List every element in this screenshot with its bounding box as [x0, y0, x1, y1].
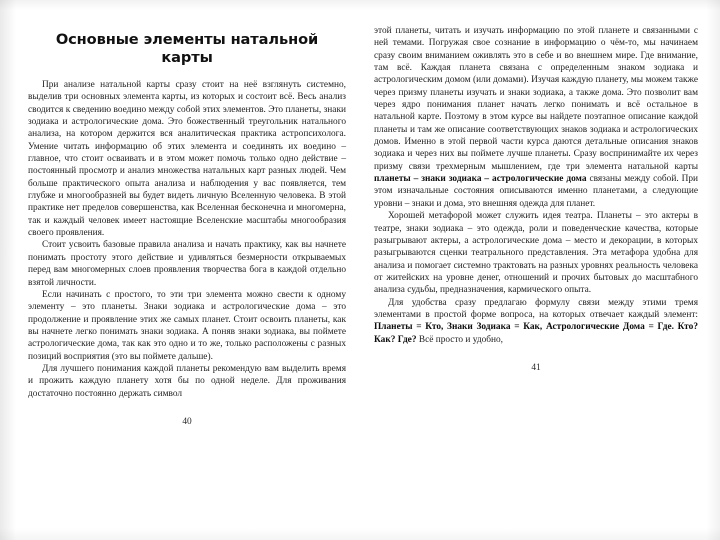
text-run: При анализе натальной карты сразу стоит на неё взглянуть системно, выделив три основных элемента карты, из которых и состоит всё. Весь анализ сводится к сведению воедино между собой этих элементов. Это планеты, знаки зодиака и астрологические дома. Это божественный треугольник натального анализа, на котором держится вся аналитическая практика астропсихолога. Умение читать информацию об этих элемента и соединять их воедино – главное, что стоит осваивать и в этом может помочь только одно действие – постоянный просмотр и анализ множества натальных карт разных людей. Чем больше практического опыта анализа и наблюдения у вас появляется, тем глубже и многообразней вы будет видеть личную Вселенную человека. В этой практике нет пределов совершенства, как Вселенная бесконечна и многомерна, так и каждый человек имеет настоящие Вселенские масштабы многообразия своего проявления. — [28, 80, 346, 239]
chapter-title: Основные элементы натальной карты — [55, 31, 319, 66]
left-page-body — [28, 79, 346, 400]
paragraph — [374, 210, 698, 296]
text-run: Если начинать с простого, то эти три элемента можно свести к одному элементу – это планеты. Знаки зодиака и астрологические дома – это продолжение и проявление этих же самых планет. Стоит освоить планеты, как вы начнете легко понимать знаки зодиака. А поняв знаки зодиака, вы поймете астрологические дома, так как это одно и то же, только расположены с разных позиций восприятия (это вы поймете дальше). — [28, 289, 346, 362]
paragraph — [28, 289, 346, 363]
paragraph — [28, 79, 346, 239]
text-run: Для лучшего понимания каждой планеты рекомендую вам выделить время и прожить каждую планету хотя бы по одной неделе. Для проживания достаточно постоянно держать символ — [28, 363, 346, 399]
text-run: этой планеты, читать и изучать информацию по этой планете и связанными с ней темами. Погружая свое сознание в информацию о чём-то, мы начинаем сразу своим вниманием оживлять это в себе и во внешнем мире. Где внимание, там всё. Каждая планета связана с определенным знаком зодиака и астрологическим домом (или домами). Изучая каждую планету, мы можем также через призму планеты изучать и знаки зодиака, а также дома. Это позволит вам через ядро понимания планет начать легко понимать и всё остальное в натальной карте. Поэтому в этом курсе вы найдете поэтапное описание каждой планеты и там же описание соответствующих знаков зодиака и астрологических домов. Именно в этой первой части курса даются детальные описания знаков зодиака и через них вы поймете лучше планеты. Сразу воспринимайте их через призму связи трехмерным мышлением, где три элемента натальной карты — [374, 26, 698, 172]
text-run: Для удобства сразу предлагаю формулу связи между этими тремя элементами в простой форме вопроса, на которых отвечает каждый элемент: — [374, 297, 698, 320]
page-number-right: 41 — [531, 362, 541, 373]
right-page — [360, 0, 720, 540]
text-run: связаны между собой. При этом изначальные состояния описываются именно планетами, а следующие уровни – знаки и дома, это внешняя одежда для планет. — [374, 174, 698, 209]
text-run: Стоит усвоить базовые правила анализа и начать практику, как вы начнете понимать простоту этого действие и удивляться безмерности открываемых перед вам многомерных слоев проявления творчества бога в каждой отдельно взятой личности. — [28, 240, 346, 288]
bold-text-run: планеты – знаки зодиака – астрологические дома — [374, 174, 587, 185]
paragraph — [28, 363, 346, 400]
bold-text-run: Планеты = Кто, Знаки Зодиака = Как, Астрологические Дома = Где. Кто? Как? Где? — [374, 322, 698, 345]
page-number-left: 40 — [182, 416, 192, 427]
paragraph — [28, 239, 346, 288]
right-page-body — [374, 25, 698, 346]
paragraph — [374, 297, 698, 346]
text-run: Хорошей метафорой может служить идея театра. Планеты – это актеры в театре, знаки зодиака – это одежда, роли и поведенческие качества, которые разыгрывают актеры, а астрологические дома – место и декорации, в которых разыгрываются сценки театрального представления. Эта метафора удобна для анализа и помогает системно трактовать на разных уровнях реальность человека от житейских на уровне денег, отношений и прочих бытовых до масштабного анализа судьбы, предназначения, кармического опыта. — [374, 211, 698, 296]
paragraph — [374, 25, 698, 210]
text-run: Всё просто и удобно, — [416, 334, 504, 345]
